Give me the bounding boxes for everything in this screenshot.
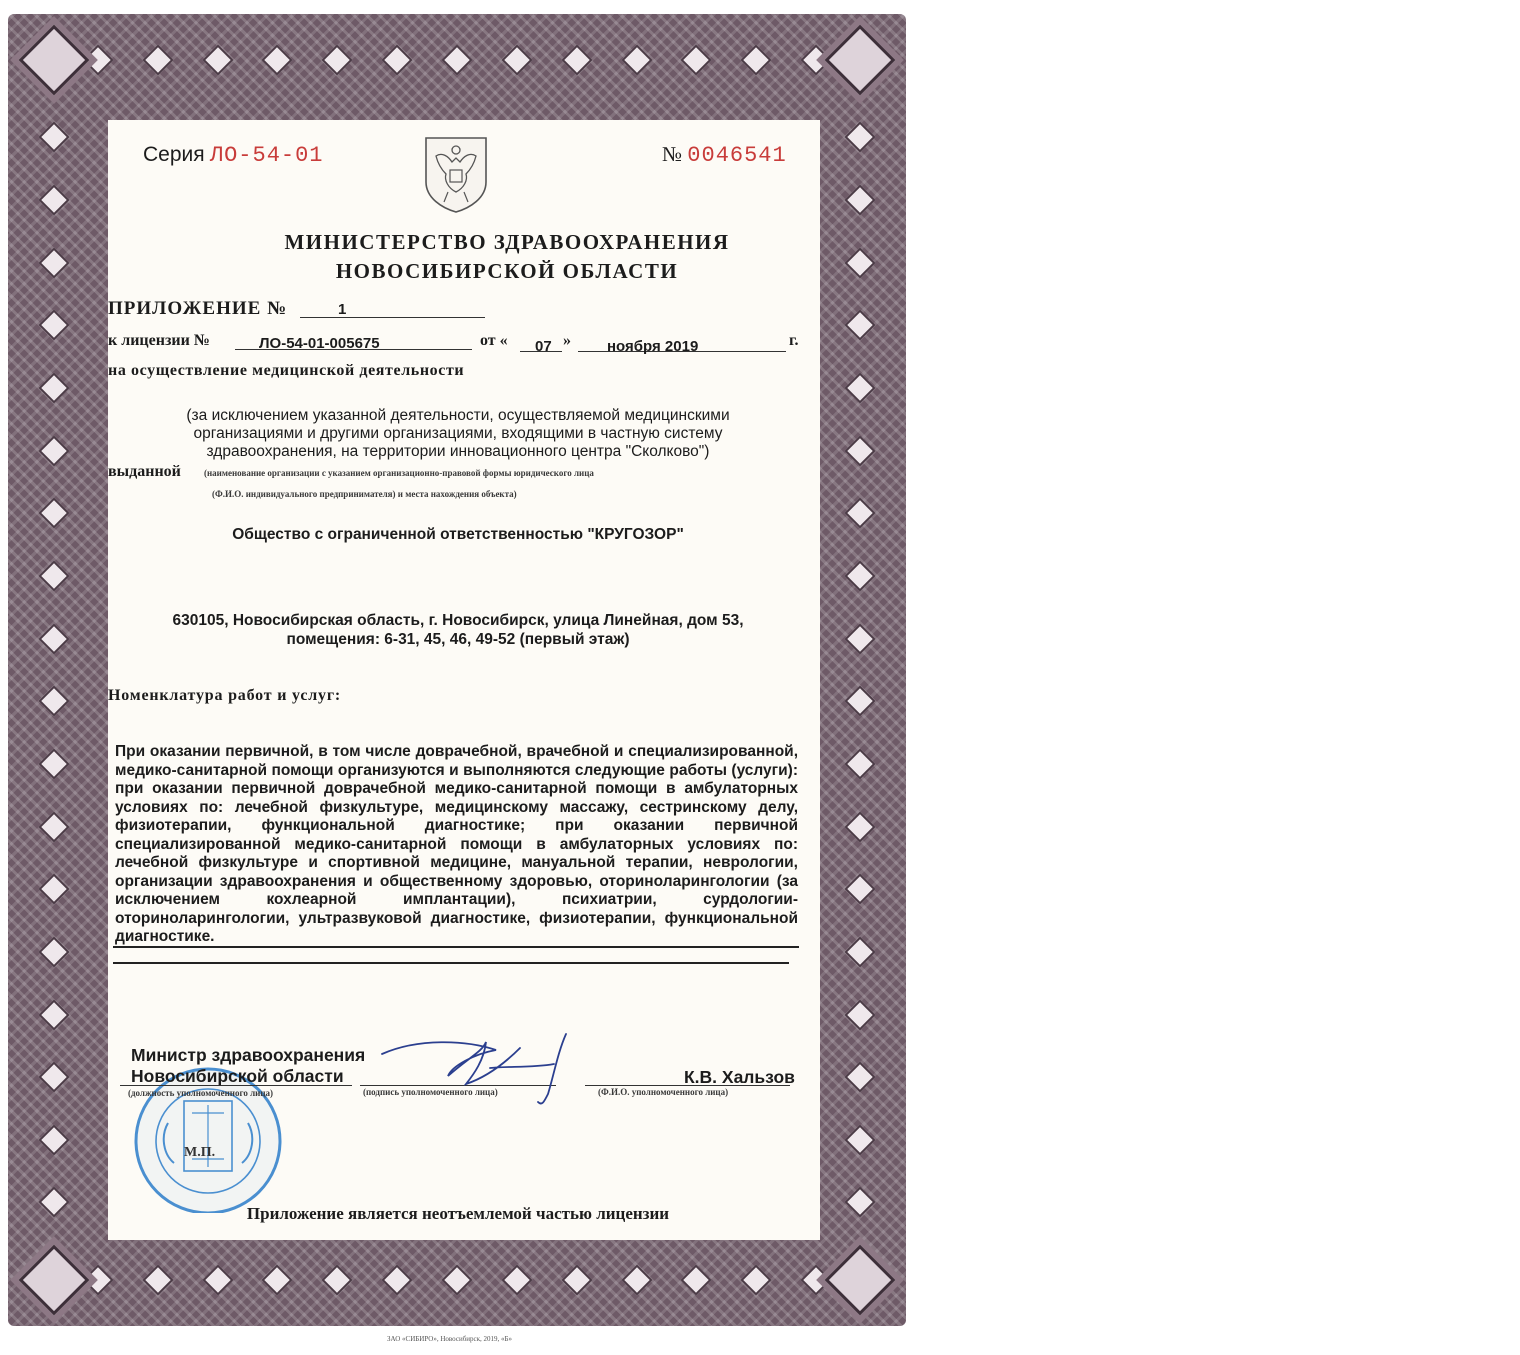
address-line-1: 630105, Новосибирская область, г. Новосибирск, улица Линейная, дом 53,	[172, 612, 744, 629]
number-symbol: №	[662, 142, 683, 166]
date-suffix: г.	[789, 332, 799, 349]
border-left-pattern	[8, 106, 100, 1234]
appendix-number: 1	[338, 301, 347, 318]
date-close-quote: »	[563, 332, 571, 349]
corner-rosette	[8, 1234, 100, 1326]
closing-rule	[113, 962, 789, 964]
corner-rosette	[814, 14, 906, 106]
issued-note-1: (наименование организации с указанием организационно-правовой формы юридического лица	[204, 468, 594, 478]
caption-position: (должность уполномоченного лица)	[128, 1088, 273, 1098]
signer-position-line: Министр здравоохранения	[131, 1045, 366, 1065]
form-number	[662, 142, 787, 168]
signer-name: К.В. Хальзов	[684, 1067, 795, 1087]
ministry-title-line1: МИНИСТЕРСТВО ЗДРАВООХРАНЕНИЯ	[284, 230, 730, 254]
stamp-mark: М.П.	[184, 1145, 216, 1160]
appendix-underline	[300, 317, 485, 318]
signer-position	[131, 1045, 365, 1087]
address-line-2: помещения: 6-31, 45, 46, 49-52 (первый этаж)	[286, 631, 630, 648]
ministry-title-line2: НОВОСИБИРСКОЙ ОБЛАСТИ	[335, 259, 679, 283]
issued-note-2: (Ф.И.О. индивидуального предпринимателя) и места нахождения объекта)	[212, 489, 517, 499]
series	[143, 142, 324, 168]
position-underline	[120, 1085, 352, 1086]
date-from-label: от «	[480, 332, 508, 349]
date-day: 07	[535, 338, 552, 355]
coat-of-arms-icon	[422, 134, 490, 214]
exception-line: здравоохранения, на территории инновационного центра "Сколково")	[206, 443, 710, 460]
printer-imprint: ЗАО «СИБИРО», Новосибирск, 2019, «Б»	[387, 1335, 513, 1343]
exception-clause	[108, 407, 808, 461]
caption-name: (Ф.И.О. уполномоченного лица)	[598, 1087, 729, 1097]
corner-rosette	[8, 14, 100, 106]
footer-note: Приложение является неотъемлемой частью лицензии	[246, 1204, 670, 1223]
organization-name: Общество с ограниченной ответственностью "КРУГОЗОР"	[232, 526, 684, 543]
border-top-pattern	[8, 14, 906, 106]
closing-rule	[113, 946, 799, 948]
exception-line: организациями и другими организациями, входящими в частную систему	[193, 425, 723, 442]
services-paragraph: При оказании первичной, в том числе доврачебной, врачебной и специализированной, медико-санитарной помощи организуются и выполняются следующие работы (услуги): при оказании первичной доврачебной медико-санитарной помощи в амбулаторных условиях по: лечебной физкультуре, медицинскому массажу, сестринскому делу, физиотерапии, функциональной диагностике; при оказании первичной специализированной медико-санитарной помощи в амбулаторных условиях по: лечебной физкультуре и спортивной медицине, мануальной терапии, неврологии, организации здравоохранения и общественному здоровью, оториноларингологии (за исключением кохлеарной имплантации), психиатрии, сурдологии-оториноларингологии, ультразвуковой диагностике, физиотерапии, функциональной диагностике.	[115, 743, 798, 945]
caption-signature: (подпись уполномоченного лица)	[363, 1087, 498, 1097]
series-label: Серия	[143, 143, 205, 166]
border-bottom-pattern	[8, 1234, 906, 1326]
date-month-year: ноября 2019	[607, 338, 699, 355]
activity-line: на осуществление медицинской деятельности	[108, 362, 465, 379]
handwritten-signature-icon	[378, 1030, 578, 1110]
issued-label: выданной	[108, 463, 181, 480]
corner-rosette	[814, 1234, 906, 1326]
series-value: ЛО-54-01	[209, 143, 324, 168]
nomenclature-label: Номенклатура работ и услуг:	[108, 687, 342, 704]
appendix-label: ПРИЛОЖЕНИЕ №	[108, 298, 288, 319]
license-number: ЛО-54-01-005675	[259, 335, 380, 352]
exception-line: (за исключением указанной деятельности, осуществляемой медицинскими	[186, 407, 730, 424]
number-value: 0046541	[687, 143, 787, 168]
license-label: к лицензии №	[108, 332, 210, 349]
signer-position-line: Новосибирской области	[131, 1066, 344, 1086]
